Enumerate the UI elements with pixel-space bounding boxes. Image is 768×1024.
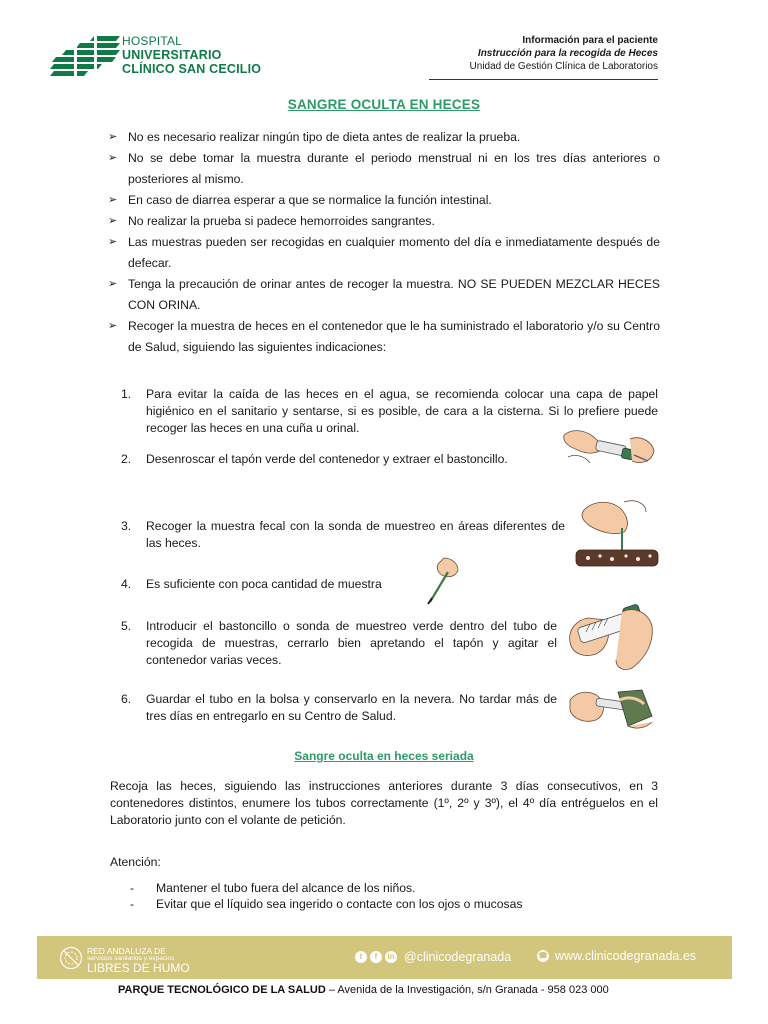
header-divider — [429, 79, 658, 80]
step-number: 4. — [121, 577, 132, 591]
hospital-logo-icon — [50, 36, 120, 78]
arrow-bullet-icon: ➢ — [108, 131, 118, 143]
address-place: PARQUE TECNOLÓGICO DE LA SALUD — [118, 984, 326, 996]
list-item: - Mantener el tubo fuera del alcance de los niños. — [130, 881, 416, 895]
list-item: ➢ No es necesario realizar ningún tipo de dieta antes de realizar la prueba. — [108, 127, 660, 148]
address-details: – Avenida de la Investigación, s/n Granada - 958 023 000 — [325, 984, 609, 996]
step-5 — [121, 618, 557, 670]
step-text: Recoger la muestra fecal con la sonda de muestreo en áreas diferentes de las heces. — [146, 519, 565, 550]
arrow-bullet-icon: ➢ — [108, 236, 118, 248]
step-text: Es suficiente con poca cantidad de muestra — [146, 577, 382, 591]
list-item: ➢ En caso de diarrea esperar a que se normalice la función intestinal. — [108, 190, 660, 211]
footer-band — [37, 936, 732, 979]
arrow-bullet-icon: ➢ — [108, 278, 118, 290]
attention-list — [130, 880, 523, 912]
info-title: Información para el paciente — [522, 35, 658, 46]
attention-label: Atención: — [110, 855, 161, 869]
linkedin-icon[interactable]: in — [385, 951, 397, 963]
smoke-free-network-logo — [59, 945, 219, 975]
website-link[interactable] — [537, 949, 696, 963]
smoke-free-network-text — [87, 947, 190, 974]
logo-line-2: UNIVERSITARIO — [122, 48, 222, 62]
page-title: SANGRE OCULTA EN HECES — [287, 97, 481, 112]
step-text: Para evitar la caída de las heces en el agua, se recomienda colocar una capa de papel higiénico en el sanitario y sentarse, si es posible, de cara a la cisterna. Si lo prefiere puede recoger las heces en una cuña u orinal. — [146, 387, 658, 435]
hospital-logo — [50, 34, 265, 80]
list-item: ➢ No realizar la prueba si padece hemorroides sangrantes. — [108, 211, 660, 232]
step-number: 2. — [121, 452, 132, 466]
social-handle[interactable]: @clinicodegranada — [404, 950, 512, 964]
red-line-3: LIBRES DE HUMO — [87, 961, 190, 975]
seriada-paragraph: Recoja las heces, siguiendo las instrucciones anteriores durante 3 días consecutivos, en 3 contenedores distintos, enumere los tubos correctamente (1º, 2º y 3º), el 4º día entréguelos en el Laboratorio junto con el volante de petición. — [110, 779, 658, 827]
social-links — [355, 949, 511, 965]
twitter-icon[interactable]: t — [355, 951, 367, 963]
list-item: ➢ Las muestras pueden ser recogidas en cualquier momento del día e inmediatamente después de defecar. — [108, 232, 660, 274]
step-text: Guardar el tubo en la bolsa y conservarlo en la nevera. No tardar más de tres días en entregarlo en su Centro de Salud. — [146, 692, 557, 723]
logo-line-3: CLÍNICO SAN CECILIO — [122, 62, 262, 76]
red-line-2: servicios sanitarios y espacios — [87, 955, 175, 962]
unscrew-cap-illustration — [560, 427, 656, 469]
step-number: 5. — [121, 619, 132, 633]
arrow-bullet-icon: ➢ — [108, 194, 118, 206]
info-unit: Unidad de Gestión Clínica de Laboratorios — [469, 61, 658, 72]
hospital-name — [122, 34, 261, 76]
phone-icon: ☎ — [538, 951, 548, 960]
step-3 — [121, 518, 565, 554]
arrow-bullet-icon: ➢ — [108, 320, 118, 332]
step-4 — [121, 576, 411, 594]
step-text: Desenroscar el tapón verde del contenedor y extraer el bastoncillo. — [146, 452, 508, 466]
list-item: ➢ Tenga la precaución de orinar antes de recoger la muestra. NO SE PUEDEN MEZCLAR HECES CON ORINA. — [108, 274, 660, 316]
info-subtitle: Instrucción para la recogida de Heces — [477, 48, 658, 59]
section-title-seriada: Sangre oculta en heces seriada — [294, 749, 474, 763]
header-info — [470, 34, 658, 73]
logo-line-1: HOSPITAL — [122, 34, 183, 48]
step-number: 3. — [121, 519, 132, 533]
probe-sample-illustration — [424, 556, 462, 606]
step-6 — [121, 691, 557, 727]
website-url[interactable]: www.clinicodegranada.es — [555, 949, 697, 963]
list-item: - Evitar que el líquido sea ingerido o contacte con los ojos o mucosas — [130, 897, 523, 911]
step-2 — [121, 451, 541, 469]
insert-probe-illustration — [566, 602, 656, 678]
arrow-bullet-icon: ➢ — [108, 215, 118, 227]
smoke-free-network-icon — [59, 946, 83, 970]
step-number: 1. — [121, 387, 132, 401]
recommendations-list — [108, 127, 660, 358]
footer-address — [118, 984, 609, 996]
red-line-1: RED ANDALUZA DE — [87, 946, 166, 956]
collect-sample-illustration — [574, 498, 660, 570]
list-item: ➢ No se debe tomar la muestra durante el periodo menstrual ni en los tres días anteriores o posteriores al mismo. — [108, 148, 660, 190]
list-item: ➢ Recoger la muestra de heces en el contenedor que le ha suministrado el laboratorio y/o su Centro de Salud, siguiendo las siguientes indicaciones: — [108, 316, 660, 358]
bag-tube-illustration — [568, 686, 656, 732]
step-number: 6. — [121, 692, 132, 706]
step-text: Introducir el bastoncillo o sonda de muestreo verde dentro del tubo de recogida de muestras, cerrarlo bien apretando el tapón y agitar el contenedor varias veces. — [146, 619, 557, 667]
arrow-bullet-icon: ➢ — [108, 152, 118, 164]
facebook-icon[interactable]: f — [370, 951, 382, 963]
